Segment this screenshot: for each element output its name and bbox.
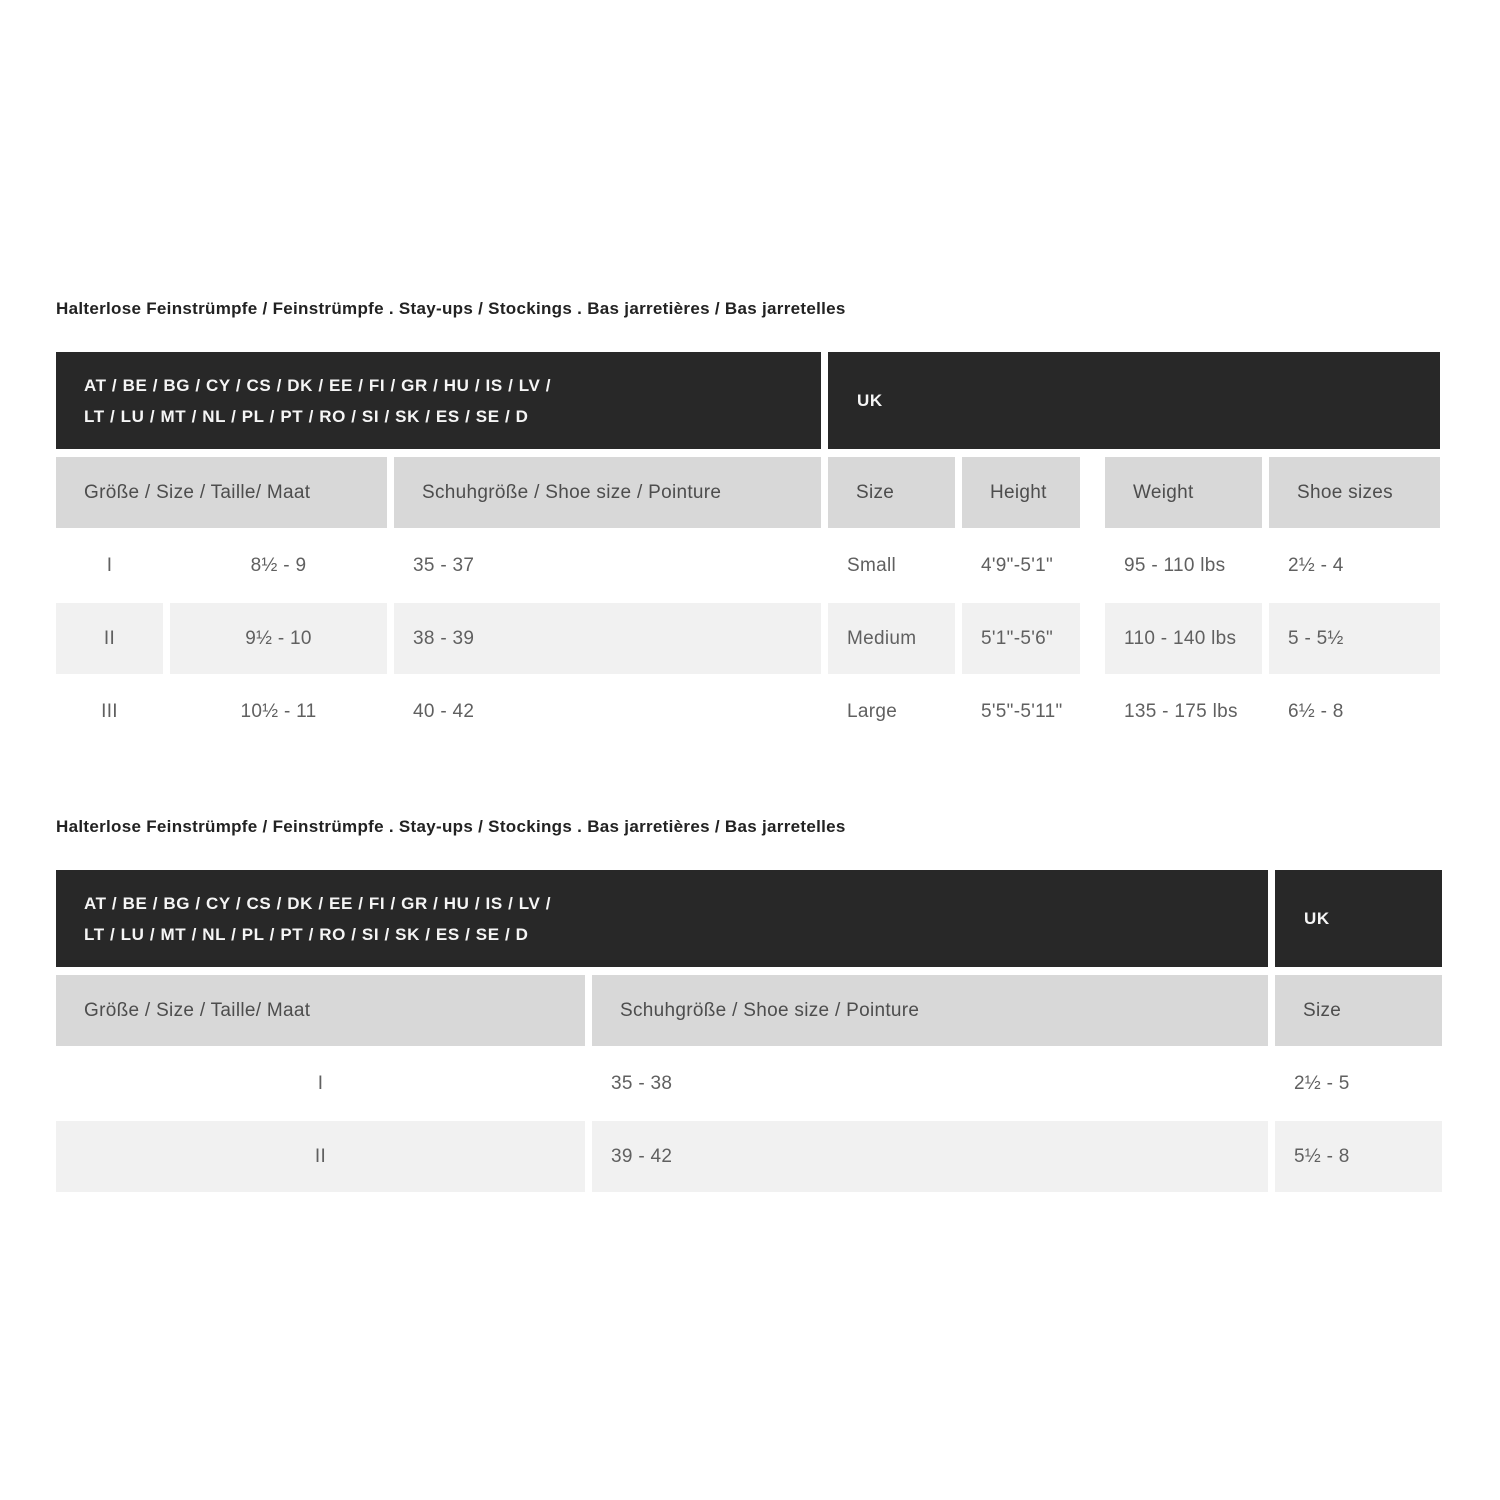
size-chart-page	[56, 299, 1444, 1262]
cell-shoe-size-uk: 2½ - 4	[1288, 554, 1344, 576]
cell-shoe-size-uk: 6½ - 8	[1288, 700, 1344, 722]
uk-header	[828, 352, 1440, 449]
size-table	[56, 457, 1444, 747]
size-table	[56, 975, 1444, 1192]
eu-countries-header	[56, 352, 821, 449]
cell-weight: 135 - 175 lbs	[1124, 700, 1238, 722]
column-header-height: Height	[962, 457, 1080, 528]
size-chart-title: Halterlose Feinstrümpfe / Feinstrümpfe . Stay-ups / Stockings . Bas jarretières / Bas jarretelles	[56, 817, 846, 836]
cell-size-uk: Medium	[828, 603, 955, 674]
cell-size-uk: Small	[847, 554, 897, 576]
cell-size-roman: II	[56, 1121, 585, 1192]
cell-shoe-size-eu: 40 - 42	[413, 700, 475, 722]
eu-countries-line2: LT / LU / MT / NL / PL / PT / RO / SI / SK / ES / SE / D	[84, 924, 529, 944]
eu-countries-header	[56, 870, 1268, 967]
column-header-shoe-eu: Schuhgröße / Shoe size / Pointure	[394, 457, 821, 528]
cell-size-roman: III	[101, 700, 118, 722]
eu-countries-line1: AT / BE / BG / CY / CS / DK / EE / FI / GR / HU / IS / LV /	[84, 893, 552, 913]
cell-shoe-size-eu: 35 - 38	[611, 1072, 673, 1094]
eu-countries-line2: LT / LU / MT / NL / PL / PT / RO / SI / SK / ES / SE / D	[84, 406, 529, 426]
uk-header	[1275, 870, 1442, 967]
cell-size-roman: II	[56, 603, 163, 674]
size-chart-section-1	[56, 299, 1444, 747]
size-chart-title: Halterlose Feinstrümpfe / Feinstrümpfe . Stay-ups / Stockings . Bas jarretières / Bas jarretelles	[56, 299, 846, 318]
cell-size-uk: 5½ - 8	[1275, 1121, 1442, 1192]
uk-header-label: UK	[857, 391, 883, 410]
cell-shoe-size-eu: 35 - 37	[413, 554, 475, 576]
cell-shoe-size-eu: 38 - 39	[394, 603, 821, 674]
column-header-size-uk: Size	[828, 457, 955, 528]
cell-height: 5'1"-5'6"	[962, 603, 1080, 674]
column-header-shoe-eu: Schuhgröße / Shoe size / Pointure	[592, 975, 1268, 1046]
region-header-band	[56, 352, 1444, 449]
cell-size-range: 8½ - 9	[250, 554, 307, 576]
cell-size-range: 9½ - 10	[170, 603, 387, 674]
column-header-weight: Weight	[1105, 457, 1262, 528]
column-header-size-eu: Größe / Size / Taille/ Maat	[56, 457, 387, 528]
cell-shoe-size-eu: 39 - 42	[592, 1121, 1268, 1192]
cell-shoe-size-uk: 5 - 5½	[1269, 603, 1440, 674]
cell-size-roman: I	[317, 1072, 324, 1094]
cell-size-roman: I	[106, 554, 113, 576]
cell-height: 4'9"-5'1"	[981, 554, 1054, 576]
size-chart-section-2	[56, 817, 1444, 1192]
column-header-size-uk: Size	[1275, 975, 1442, 1046]
column-header-size-eu: Größe / Size / Taille/ Maat	[56, 975, 585, 1046]
cell-weight: 95 - 110 lbs	[1124, 554, 1226, 576]
cell-size-uk: 2½ - 5	[1294, 1072, 1350, 1094]
cell-weight: 110 - 140 lbs	[1105, 603, 1262, 674]
eu-countries-line1: AT / BE / BG / CY / CS / DK / EE / FI / GR / HU / IS / LV /	[84, 375, 552, 395]
cell-size-uk: Large	[847, 700, 898, 722]
uk-header-label: UK	[1304, 909, 1330, 928]
cell-height: 5'5"-5'11"	[981, 700, 1063, 722]
cell-size-range: 10½ - 11	[240, 700, 317, 722]
region-header-band	[56, 870, 1444, 967]
column-header-shoe-uk: Shoe sizes	[1269, 457, 1440, 528]
